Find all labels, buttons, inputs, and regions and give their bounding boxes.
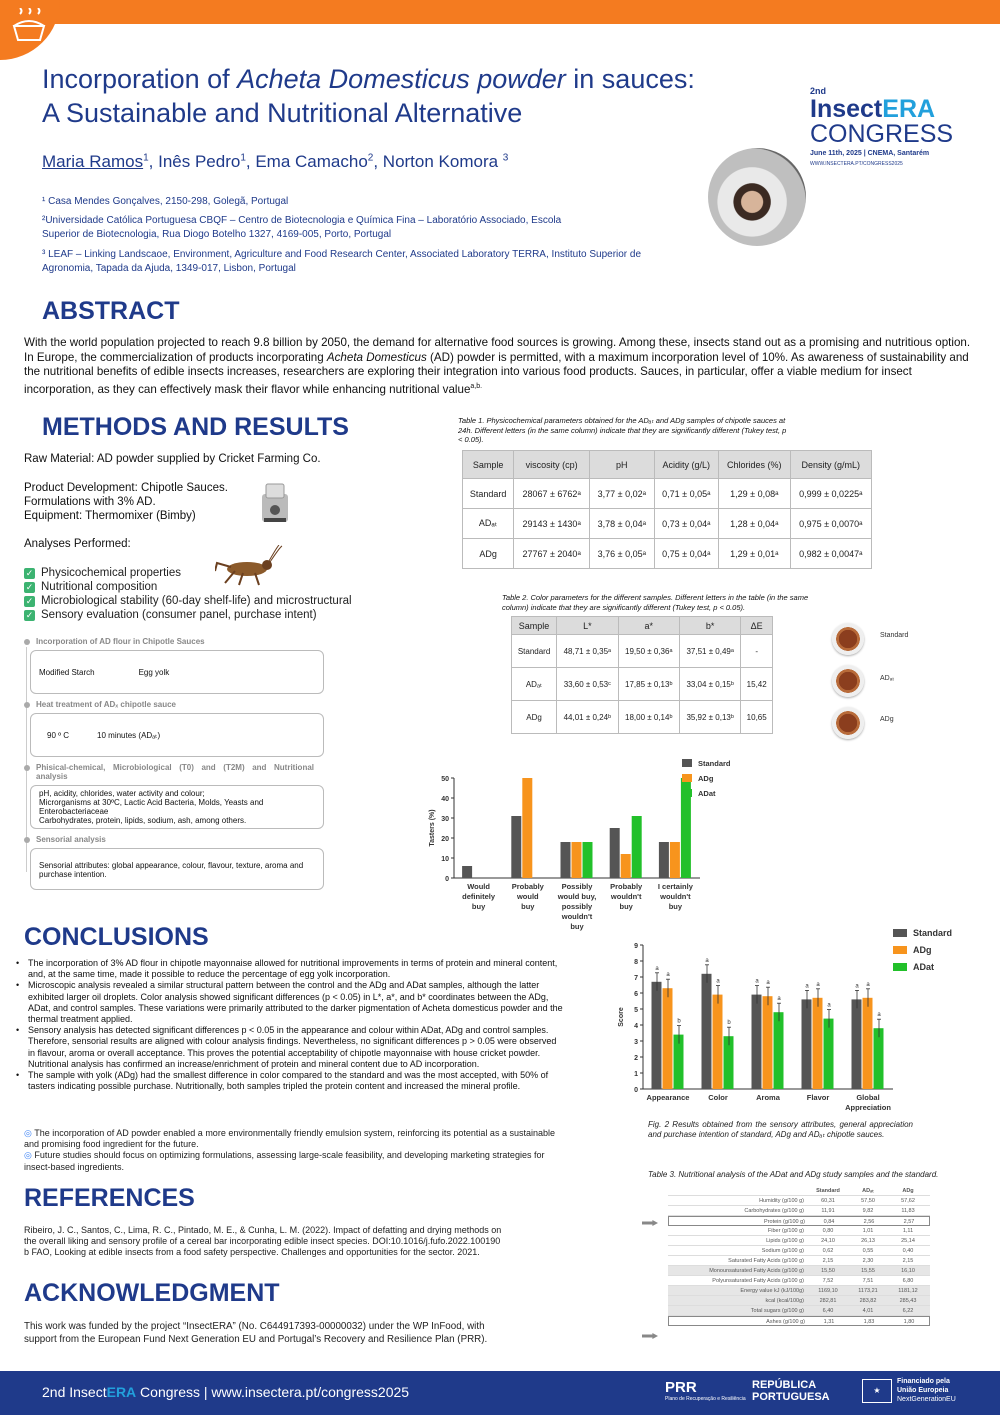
prr-logo: PRR Plano de Recuperação e Resiliência [665,1379,746,1402]
list-item: • The incorporation of 3% AD flour in chipotle mayonnaise allowed for nutritional improvements in terms of protein and mineral content, and, at the same time, made it possible to reduce the percentage of egg yolk incorporation. [14,958,564,980]
conclusions-list [14,958,564,1092]
raw-material: Raw Material: AD powder supplied by Cricket Farming Co. [24,453,321,465]
significance-letter: b [727,1020,731,1027]
bar [583,842,593,878]
table-row: ADg 27767 ± 2040ᵃ 3,76 ± 0,05ᵃ 0,75 ± 0,04ᵃ 1,29 ± 0,01ᵃ 0,982 ± 0,0047ᵃ [463,539,872,569]
bar [652,982,662,1089]
author: , Ema Camacho [245,152,368,171]
y-tick-label: 4 [634,1023,638,1030]
significance-letter: a [855,983,859,990]
flow-step: Phisical-chemical, Microbiological (T0) and (T2M) and Nutritional analysis [24,763,314,781]
y-tick-label: 30 [441,816,449,823]
bar [572,842,582,878]
bowl-label: ADₐₜ [880,675,895,682]
significance-letter: a [866,981,870,988]
bar [659,842,669,878]
x-tick-label: possibly [561,902,593,911]
check-icon: ✓ [25,595,34,606]
x-tick-label: Probably [511,882,544,891]
table-row: Humidity (g/100 g) 60,31 57,50 57,62 [668,1196,930,1206]
table-row: Total sugars (g/100 g) 6,40 4,01 6,22 [668,1306,930,1316]
target-icon: ◎ [24,1128,35,1138]
y-tick-label: 9 [634,943,638,950]
y-axis-label: Tasters (%) [429,809,436,847]
table-row: Ashes (g/100 g) 1,31 1,83 1,80 [668,1316,930,1326]
reference: b FAO, Looking at edible insects from a food safety perspective. Challenges and opportunities for the sector. 2021. [24,1247,480,1258]
bar [621,854,631,878]
significance-letter: a [766,980,770,987]
table1: Sample viscosity (cp) pH Acidity (g/L) Chlorides (%) Density (g/mL) Standard 28067 ± 6762ᵃ 3,77 ± 0,02ᵃ 0,71 ± 0,05ᵃ 1,29 ± 0,08ᵃ 0,999 ± 0,0225ᵃ ADₐₜ 29143 ± 1430ᵃ 3,78 ± 0,04ᵃ 0,73 ± 0,04ᵃ 1,28 ± 0,04ᵃ 0,975 ± 0,0070ᵃ ADg 27767 ± 2040ᵃ 3,76 ± 0,05ᵃ 0,75 ± 0,04ᵃ 1,29 ± 0,01ᵃ 0,982 ± 0,0047ᵃ [462,450,872,569]
x-tick-label: buy [521,902,535,911]
bar [863,998,873,1089]
x-tick-label: I certainly [657,882,693,891]
poster-title: Incorporation of Acheta Domesticus powder in sauces: A Sustainable and Nutritional Alternative [42,64,695,128]
x-tick-label: buy [668,902,683,911]
y-tick-label: 5 [634,1007,638,1014]
legend-swatch [893,963,907,971]
x-tick-label: would buy, [557,892,597,901]
table-row: kcal (kcal/100g) 282,81 283,82 285,43 [668,1296,930,1306]
significance-letter: a [666,972,670,979]
table-row: ADₐₜ 29143 ± 1430ᵃ 3,78 ± 0,04ᵃ 0,73 ± 0,04ᵃ 1,28 ± 0,04ᵃ 0,975 ± 0,0070ᵃ [463,509,872,539]
table-row: Lipids (g/100 g) 24,10 26,13 25,14 [668,1236,930,1246]
check-icon: ✓ [25,609,34,620]
affiliation-3: ³ LEAF – Linking Landscaoe, Environment, Agriculture and Food Research Center, Associated Laboratory TERRA, Instituto Superior de Agronomia, Tapada da Ajuda, 1349-017, Lisbon, Portugal [42,249,642,274]
logo [0,0,60,60]
purchase-intent-chart [420,752,750,940]
section-methods: METHODS AND RESULTS [42,413,349,441]
y-tick-label: 50 [441,776,449,783]
table-row: Polyunsaturated Fatty Acids (g/100 g) 7,52 7,51 6,80 [668,1276,930,1286]
sensory-score-chart [615,925,960,1117]
section-abstract: ABSTRACT [42,297,180,325]
check-icon: ✓ [25,581,34,592]
significance-letter: a [777,996,781,1003]
legend-swatch [893,929,907,937]
bar [813,998,823,1089]
y-tick-label: 6 [634,991,638,998]
affiliation-2: ²Universidade Católica Portuguesa CBQF – Centro de Biotecnologia e Química Fina – Laboratório Associado, Escola Superior de Biotecnologia, Rua Diogo Botelho 1327, 4169-005, Porto, Portugal [42,215,562,240]
x-tick-label: Probably [610,882,643,891]
list-item: • Sensory analysis has detected significant differences p < 0.05 in the appearance and colour within ADat, ADg and control samples. Therefore, sensorial results are aligned with colour analysis findings. Nevertheless, no significant differences p > 0.05 were observed in flavour, aroma or overall acceptance. This proves the potential acceptability of chipotle mayonnaise with house cricket powder. Nutritional analysis has confirmed an increase/enrichment of protein and mineral content due to AD incorporation. [14,1025,564,1070]
table3: Standard ADₐₜ ADg Humidity (g/100 g) 60,31 57,50 57,62 Carbohydrates (g/100 g) 11,91 9,82 11,83 Protein (g/100 g) 0,84 2,56 2,57 Fiber (g/100 g) 0,80 1,01 1,11 Lipids (g/100 g) 24,10 26,13 25,14 Sodium (g/100 g) 0,62 0,55 0,40 Saturated Fatty Acids (g/100 g) 2,15 2,30 2,15 Monounsaturated Fatty Acids (g/100 g) 15,50 15,55 16,10 Polyunsaturated Fatty Acids (g/100 g) 7,52 7,51 6,80 Energy value kJ (kJ/100g) 1169,10 1173,21 1181,12 kcal (kcal/100g) 282,81 283,82 285,43 Total sugars (g/100 g) 6,40 4,01 6,22 Ashes (g/100 g) 1,31 1,83 1,80 [668,1186,930,1326]
reference: Ribeiro, J. C., Santos, C., Lima, R. C., Pintado, M. E., & Cunha, L. M. (2022). Impact of defatting and drying methods on the overall liking and sensory profile of a cereal bar incorporating edible insect species. DOI:10.1016/j.fufo.2022.100190 [24,1225,502,1247]
y-tick-label: 1 [634,1071,638,1078]
list-item: • Microscopic analysis revealed a similar structural pattern between the control and the ADg and ADat samples, although the latter exhibited larger oil droplets. Color analysis showed significant differences (p < 0.05) in L*, a*, and b* coordinates between the ADg, ADat, and control samples. These variations were primarily attributed to the darker pigmentation of Acheta domesticus powder and the thermal treatment applied. [14,980,564,1025]
y-tick-label: 20 [441,836,449,843]
thermomixer-icon [258,480,294,524]
bar [632,816,642,878]
author: Maria Ramos [42,152,144,171]
republica-logo: REPÚBLICA PORTUGUESA [752,1379,830,1403]
sauce-bowl-image [832,623,864,655]
bar [824,1019,834,1089]
references-list [24,1225,514,1259]
significance-letter: a [655,965,659,972]
author: , Inês Pedro [148,152,241,171]
legend-label: ADat [913,962,935,972]
y-tick-label: 2 [634,1055,638,1062]
x-tick-label: Appearance [646,1093,690,1102]
note: ◎ The incorporation of AD powder enabled a more environmentally friendly emulsion system, reinforcing its potential as a sustainable and promising food ingredient for the future. [24,1128,555,1150]
bar [674,1035,684,1089]
bar [852,999,862,1089]
x-tick-label: buy [570,922,584,931]
flow-step: Heat treatment of ADₓ chipotle sauce [24,700,324,709]
sauce-bowl-image [832,665,864,697]
x-tick-label: wouldn't [610,892,642,901]
table-row: Fiber (g/100 g) 0,80 1,01 1,11 [668,1226,930,1236]
table3-caption: Table 3. Nutritional analysis of the ADat and ADg study samples and the standard. [648,1170,939,1179]
legend-label: ADg [913,945,932,955]
bar [713,995,723,1089]
bar [874,1028,884,1089]
bar [802,999,812,1089]
legend-swatch [893,946,907,954]
legend-label: ADat [698,789,716,798]
significance-letter: a [755,978,759,985]
bar [511,816,521,878]
y-tick-label: 0 [634,1087,638,1094]
section-references: REFERENCES [24,1184,195,1212]
sauce-bowl-image [832,707,864,739]
formulation: Formulations with 3% AD. [24,496,156,508]
bar [752,995,762,1089]
legend-label: Standard [913,928,953,938]
table-row: ADg 44,01 ± 0,24ᵇ 18,00 ± 0,14ᵇ 35,92 ± 0,13ᵇ 10,65 [512,701,773,734]
check-item: ✓ Physicochemical properties [25,567,181,579]
analyses-heading: Analyses Performed: [24,538,131,550]
y-tick-label: 3 [634,1039,638,1046]
bowl-label: Standard [880,632,909,639]
legend-swatch [682,789,692,797]
significance-letter: a [877,1012,881,1019]
significance-letter: a [705,957,709,964]
author-photo [708,148,806,246]
affiliation-1: ¹ Casa Mendes Gonçalves, 2150-298, Golegã, Portugal [42,196,289,207]
top-bar [0,0,1000,24]
x-tick-label: buy [619,902,633,911]
x-tick-label: definitely [462,892,496,901]
check-icon: ✓ [25,567,34,578]
legend-label: Standard [698,759,731,768]
table-row: Sodium (g/100 g) 0,62 0,55 0,40 [668,1246,930,1256]
footer [0,1371,1000,1415]
pie-icon [10,8,48,46]
x-tick-label: Would [467,882,490,891]
y-axis-label: Score [618,1007,625,1027]
y-tick-label: 10 [441,856,449,863]
equipment: Equipment: Thermomixer (Bimby) [24,510,196,522]
x-tick-label: Flavor [806,1093,830,1102]
bar [522,778,532,878]
arrow-icon [642,1220,658,1226]
table2: Sample L* a* b* ΔE Standard 48,71 ± 0,35ᵃ 19,50 ± 0,36ᵃ 37,51 ± 0,49ᵃ - ADₐₜ 33,60 ± 0,53ᶜ 17,85 ± 0,13ᵇ 33,04 ± 0,15ᵇ 15,42 ADg 44,01 ± 0,24ᵇ 18,00 ± 0,14ᵇ 35,92 ± 0,13ᵇ 10,65 [511,616,773,734]
table-row: Protein (g/100 g) 0,84 2,56 2,57 [668,1216,930,1226]
bar [561,842,571,878]
product-dev: Product Development: Chipotle Sauces. [24,482,228,494]
table1-caption: Table 1. Physicochemical parameters obtained for the ADₐₜ and ADg samples of chipotle sauces at 24h. Different letters (in the same column) indicate that they are significantly different (Tukey test, p < 0.05). [458,416,787,444]
x-tick-label: Possibly [561,882,593,891]
authors: Maria Ramos$^1$, Inês Pedro$^1$, Ema Camacho$^2$, Norton Komora $^3$ [42,152,509,171]
check-item: ✓ Sensory evaluation (consumer panel, purchase intent) [25,609,317,621]
table2-caption: Table 2. Color parameters for the different samples. Different letters in the table (in the same column) indicate that they are significantly different (Tukey test, p < 0.05). [502,593,809,612]
table-row: Saturated Fatty Acids (g/100 g) 2,15 2,30 2,15 [668,1256,930,1266]
x-tick-label: Color [708,1093,728,1102]
y-tick-label: 0 [445,876,449,883]
legend-label: ADg [698,774,714,783]
eu-flag-icon: ★ [862,1379,892,1403]
eu-funding-logo: Financiado pela União Europeia NextGenerationEU [897,1378,956,1403]
table-row: Carbohydrates (g/100 g) 11,91 9,82 11,83 [668,1206,930,1216]
section-conclusions: CONCLUSIONS [24,923,209,951]
bar [702,974,712,1089]
significance-letter: a [816,981,820,988]
significance-letter: a [716,978,720,985]
x-tick-label: Global [856,1093,880,1102]
arrow-icon [642,1333,658,1339]
y-tick-label: 40 [441,796,449,803]
x-tick-label: buy [471,902,486,911]
note: ◎ Future studies should focus on optimizing formulations, assessing large-scale feasibility, and developing marketing strategies for insect-based ingredients. [24,1150,545,1172]
y-tick-label: 8 [634,959,638,966]
process-flow: Incorporation of AD flour in Chipotle Sauces Modified Starch Egg yolk Heat treatment of ADₓ chipotle sauce 90 º C 10 minutes (ADₐₜ) Phisical-chemical, Microbiological (T0) and (T2M) and Nutritional analysis pH, acidity, chlorides, water activity and colour; Microrganisms at 30ºC, Lactic Acid Bacteria, Molds, Yeasts and Enterobacteriaceae Carbohydrates, protein, lipids, sodium, ash, among others. Sensorial analysis Sensorial attributes: global appearance, colour, flavour, texture, aroma and purchase intention. [24,637,324,896]
bar [774,1012,784,1089]
table-row: ADₐₜ 33,60 ± 0,53ᶜ 17,85 ± 0,13ᵇ 33,04 ± 0,15ᵇ 15,42 [512,668,773,701]
x-tick-label: Aroma [756,1093,780,1102]
abstract-text: With the world population projected to reach 9.8 billion by 2050, the demand for alternative food sources is growing. Among these, insects stand out as a promising and nutritious option. In Europe, the commercialization of products incorporating Acheta Domesticus (AD) powder is permitted, with a maximum incorporation level of 10%. As awareness of sustainability and the nutritional benefits of edible insects increases, researchers are exploring their integration into various food products. Sauces, in particular, offer a viable medium for insect incorporation, as they can effectively mask their flavor while enhancing nutritional value$^{a,b.}$ [24,336,971,396]
significance-letter: a [827,1002,831,1009]
table-row: Standard 28067 ± 6762ᵃ 3,77 ± 0,02ᵃ 0,71 ± 0,05ᵃ 1,29 ± 0,08ᵃ 0,999 ± 0,0225ᵃ [463,479,872,509]
fig2-caption: Fig. 2 Results obtained from the sensory attributes, general appreciation and purchase intention of standard, ADg and ADₐₜ chipotle sauces. [648,1120,913,1139]
section-acknowledgment: ACKNOWLEDGMENT [24,1279,280,1307]
table-row: Standard 48,71 ± 0,35ᵃ 19,50 ± 0,36ᵃ 37,51 ± 0,49ᵃ - [512,635,773,668]
list-item: • The sample with yolk (ADg) had the smallest difference in color compared to the standard and was the most accepted, with 50% of tasters indicating possible purchase. Nutritionally, both samples tripled the protein content and increased the mineral profile. [14,1070,564,1092]
sauce-bowls [832,623,864,749]
analyses-list [24,566,352,622]
bar [663,988,673,1089]
x-tick-label: Appreciation [845,1103,891,1112]
flow-step: Sensorial analysis [24,835,324,844]
x-tick-label: would [516,892,539,901]
footer-text: 2nd InsectERA Congress | www.insectera.pt/congress2025 [42,1384,410,1400]
bar [610,828,620,878]
y-tick-label: 7 [634,975,638,982]
x-tick-label: wouldn't [561,912,593,921]
bar [670,842,680,878]
target-icon: ◎ [24,1150,35,1161]
bar [763,996,773,1089]
congress-logo: 2nd InsectERA CONGRESS June 11th, 2025 | CNEMA, Santarém WWW.INSECTERA.PT/CONGRESS2025 [810,86,954,167]
author: , Norton Komora [373,152,503,171]
table-row: Monounsaturated Fatty Acids (g/100 g) 15,50 15,55 16,10 [668,1266,930,1276]
x-tick-label: wouldn't [660,892,691,901]
legend-swatch [682,759,692,767]
flow-step: Incorporation of AD flour in Chipotle Sauces [24,637,324,646]
acknowledgment-text: This work was funded by the project “InsectERA” (No. C644917393-00000032) under the WP InFood, with support from the European Fund Next Generation EU and Portugal’s Recovery and Resilience Plan (PRR). [24,1321,488,1345]
significance-letter: a [805,983,809,990]
bar [724,1036,734,1089]
check-item: ✓ Microbiological stability (60-day shelf-life) and microstructural [25,595,352,607]
legend-swatch [682,774,692,782]
notes [24,1128,564,1173]
significance-letter: b [677,1018,681,1025]
table-row: Energy value kJ (kJ/100g) 1169,10 1173,21 1181,12 [668,1286,930,1296]
bar [462,866,472,878]
bowl-label: ADg [880,716,894,723]
check-item: ✓ Nutritional composition [25,581,158,593]
